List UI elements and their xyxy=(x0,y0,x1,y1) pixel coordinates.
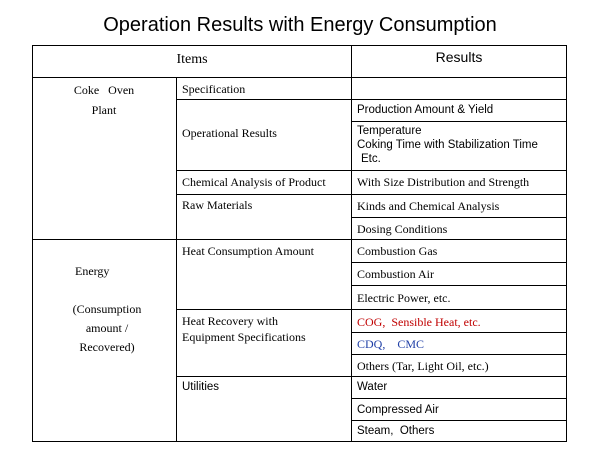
water-cell: Water xyxy=(357,381,388,393)
header-divider xyxy=(32,77,567,78)
row-divider xyxy=(351,398,567,399)
operational-results-cell: Operational Results xyxy=(182,126,277,140)
row-divider xyxy=(351,121,567,122)
production-amount-cell: Production Amount & Yield xyxy=(357,104,494,116)
steam-others-cell: Steam, Others xyxy=(357,425,435,437)
row-divider xyxy=(176,194,567,195)
chemical-analysis-cell: Chemical Analysis of Product xyxy=(182,175,326,189)
row-divider xyxy=(351,420,567,421)
row-divider xyxy=(351,217,567,218)
table-border-right xyxy=(566,45,567,442)
temperature-line2: Coking Time with Stabilization Time xyxy=(357,139,538,151)
coke-oven-label-line2: Plant xyxy=(91,103,117,117)
table-border-top xyxy=(32,45,567,46)
specification-cell: Specification xyxy=(182,82,246,96)
others-tar-cell: Others (Tar, Light Oil, etc.) xyxy=(357,359,489,373)
row-divider xyxy=(351,285,567,286)
header-items: Items xyxy=(176,52,208,67)
temperature-line3: Etc. xyxy=(361,153,381,165)
raw-materials-cell: Raw Materials xyxy=(182,198,253,212)
row-divider xyxy=(176,309,567,310)
size-distribution-cell: With Size Distribution and Strength xyxy=(357,175,530,189)
combustion-gas-cell: Combustion Gas xyxy=(357,244,438,258)
section-divider xyxy=(32,239,567,240)
energy-label-line2: (Consumption xyxy=(72,302,142,316)
header-results: Results xyxy=(435,49,483,65)
energy-label-line4: Recovered) xyxy=(79,340,135,354)
row-divider xyxy=(351,262,567,263)
row-divider xyxy=(176,170,567,171)
combustion-air-cell: Combustion Air xyxy=(357,267,435,281)
row-divider xyxy=(351,354,567,355)
energy-label-line3: amount / xyxy=(85,321,129,335)
heat-consumption-cell: Heat Consumption Amount xyxy=(182,244,314,258)
table-border-bottom xyxy=(32,441,567,442)
row-divider xyxy=(176,99,567,100)
utilities-cell: Utilities xyxy=(182,381,220,393)
cdq-cmc-cell: CDQ, CMC xyxy=(357,337,425,351)
heat-recovery-line2: Equipment Specifications xyxy=(182,330,306,344)
row-divider xyxy=(176,376,567,377)
electric-power-cell: Electric Power, etc. xyxy=(357,291,451,305)
dosing-conditions-cell: Dosing Conditions xyxy=(357,222,448,236)
kinds-analysis-cell: Kinds and Chemical Analysis xyxy=(357,199,500,213)
compressed-air-cell: Compressed Air xyxy=(357,404,439,416)
column-divider-2 xyxy=(351,45,352,442)
page-title: Operation Results with Energy Consumption xyxy=(103,14,497,36)
heat-recovery-line1: Heat Recovery with xyxy=(182,314,278,328)
row-divider xyxy=(351,332,567,333)
energy-label-line1: Energy xyxy=(75,264,110,278)
temperature-line1: Temperature xyxy=(357,125,422,137)
cog-sensible-heat-cell: COG, Sensible Heat, etc. xyxy=(357,315,481,329)
column-divider-1 xyxy=(176,77,177,442)
coke-oven-label-line1: Coke Oven xyxy=(73,83,135,97)
